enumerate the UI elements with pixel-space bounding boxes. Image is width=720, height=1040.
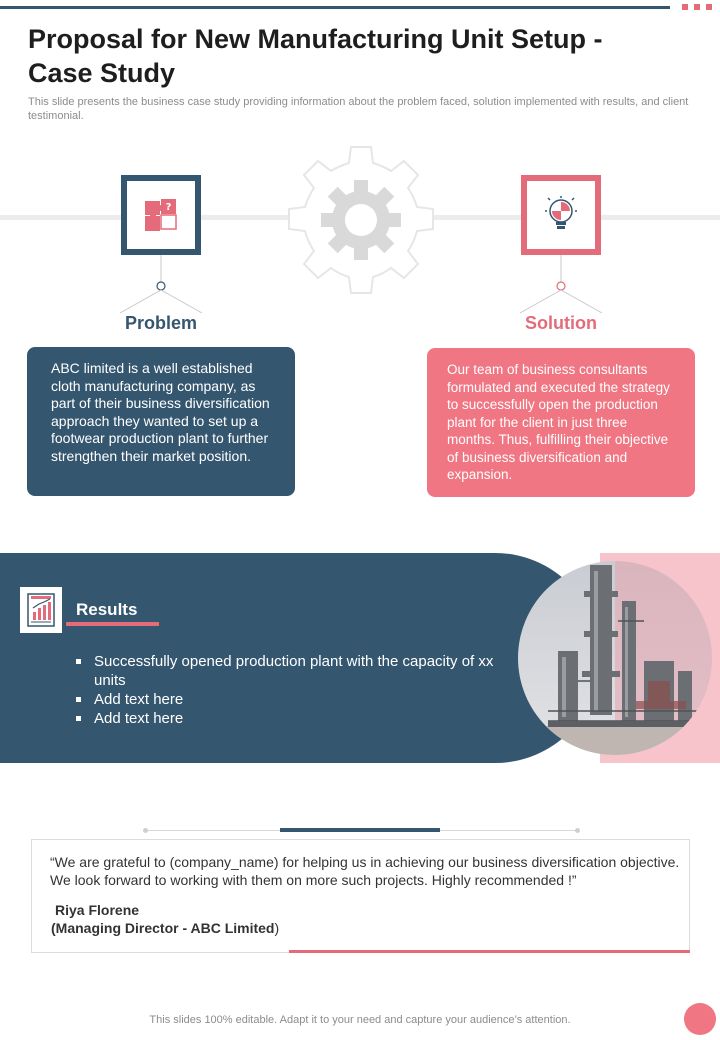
factory-image	[518, 561, 712, 755]
testimonial-line-dot-right	[575, 828, 580, 833]
author-name: Riya Florene	[55, 902, 140, 918]
connector-line-left	[0, 215, 122, 220]
solution-card	[427, 348, 695, 497]
results-list	[76, 652, 496, 728]
problem-card	[27, 347, 295, 496]
results-icon-box	[20, 587, 62, 633]
testimonial-line-dot-left	[143, 828, 148, 833]
factory-photo	[518, 561, 712, 755]
solution-label: Solution	[525, 313, 597, 333]
svg-text:?: ?	[165, 202, 172, 213]
page-corner-dot	[684, 1003, 716, 1035]
top-accent-dots	[682, 4, 712, 10]
top-accent-line	[0, 6, 670, 9]
solution-text: Our team of business consultants formulated and executed the strategy to successfully open the production plant for the client in just three months. Thus, fulfilling their objective of business diversification and expansion.	[447, 362, 670, 482]
chart-report-icon	[26, 592, 56, 628]
testimonial-quote: “We are grateful to (company_name) for helping us in achieving our business diversification objective. We look forward to working with them on more such projects. Highly recommended !”	[50, 854, 680, 888]
testimonial-bottom-accent	[289, 950, 690, 953]
lightbulb-puzzle-icon	[544, 196, 578, 234]
page-title: Proposal for New Manufacturing Unit Setup - Case Study	[28, 24, 603, 88]
results-item: Add text here	[76, 709, 496, 728]
results-title: Results	[76, 600, 138, 619]
problem-text: ABC limited is a well established cloth manufacturing company, as part of their business diversification approach they wanted to set up a footwear production plant to further strengthen their market position.	[51, 360, 270, 464]
puzzle-question-icon	[143, 197, 179, 233]
gear-icon	[320, 179, 402, 261]
results-item: Add text here	[76, 690, 496, 709]
testimonial-author	[51, 901, 279, 937]
problem-connector	[118, 255, 204, 315]
author-role	[51, 919, 279, 937]
problem-label: Problem	[124, 313, 198, 333]
connector-line-right	[598, 215, 720, 220]
testimonial-top-bar	[280, 828, 440, 832]
solution-icon-box	[521, 175, 601, 255]
author-role-end: )	[274, 920, 280, 936]
solution-connector	[518, 255, 604, 315]
results-underline	[66, 622, 159, 626]
problem-icon-box	[121, 175, 201, 255]
footer-note: This slides 100% editable. Adapt it to your need and capture your audience’s attention.	[149, 1014, 571, 1026]
page-subtitle: This slide presents the business case study providing information about the problem faced, solution implemented with results, and client testimonial.	[28, 96, 689, 122]
results-item: Successfully opened production plant with the capacity of xx units	[76, 652, 496, 690]
author-role-title: (Managing Director - ABC Limited	[51, 920, 275, 936]
